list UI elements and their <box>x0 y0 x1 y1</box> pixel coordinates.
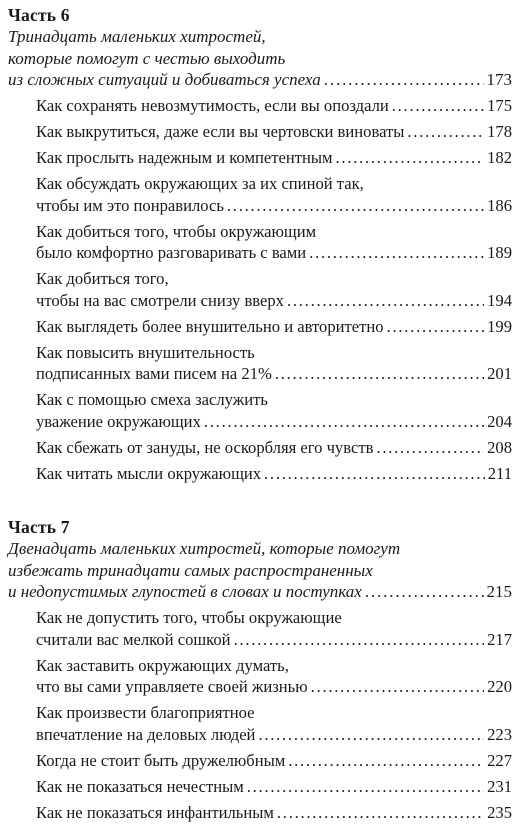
toc-entry-text: что вы сами управляете своей жизнью <box>36 677 308 696</box>
leader-dots <box>204 411 484 433</box>
toc-entry[interactable] <box>36 121 512 143</box>
toc-entry-text: Когда не стоит быть дружелюбным <box>36 750 286 770</box>
toc-entry[interactable] <box>36 655 512 698</box>
toc-entry[interactable] <box>36 776 512 798</box>
part-title-line: которые помогут с честью выходить <box>8 48 286 68</box>
toc-entry[interactable] <box>36 173 512 216</box>
toc-entry-list <box>8 607 512 823</box>
page-number: 173 <box>486 70 512 89</box>
toc-entry-last-line <box>36 147 512 169</box>
toc-entry-last-line <box>36 629 512 651</box>
toc-entry-last-line <box>36 316 512 338</box>
toc-entry-last-line <box>36 676 512 698</box>
toc-entry-text: Как выкрутиться, даже если вы чертовски виноваты <box>36 122 405 141</box>
toc-entry-last-line <box>36 290 512 312</box>
toc-entry-last-line <box>36 242 512 264</box>
page-number: 220 <box>487 677 512 696</box>
toc-part-6 <box>8 4 512 484</box>
page-number: 217 <box>487 629 512 649</box>
leader-dots <box>407 121 484 143</box>
toc-entry-line: Как заставить окружающих думать, <box>36 655 289 675</box>
part-title-last-line <box>8 581 512 603</box>
toc-entry-line: Как с помощью смеха заслужить <box>36 390 268 409</box>
leader-dots <box>227 195 484 217</box>
toc-entry-line: Как обсуждать окружающих за их спиной так, <box>36 174 364 193</box>
leader-dots <box>258 724 484 746</box>
toc-entry-last-line <box>36 750 512 772</box>
leader-dots <box>324 69 484 91</box>
part-heading: Часть 6 <box>8 5 70 25</box>
page-number: 189 <box>487 243 512 262</box>
leader-dots <box>392 95 484 117</box>
page-number: 186 <box>487 195 512 215</box>
toc-part-7 <box>8 516 512 823</box>
toc-entry-line: Как повысить внушительность <box>36 342 255 362</box>
toc-entry[interactable] <box>36 702 512 745</box>
page-number: 211 <box>487 463 512 483</box>
page-number: 201 <box>487 364 512 383</box>
leader-dots <box>387 316 485 338</box>
toc-entry[interactable] <box>36 463 512 485</box>
toc-entry[interactable] <box>36 389 512 432</box>
toc-entry-text: чтобы на вас смотрели снизу вверх <box>36 290 284 310</box>
toc-entry-text: считали вас мелкой сошкой <box>36 629 231 649</box>
part-title <box>8 26 512 91</box>
part-title-line: избежать тринадцати самых распространенных <box>8 560 373 580</box>
part-title-line: Тринадцать маленьких хитростей, <box>8 27 266 46</box>
toc-entry-line: Как добиться того, чтобы окружающим <box>36 221 317 241</box>
part-title-last-line <box>8 69 512 91</box>
page-number: 182 <box>487 148 512 167</box>
page-number: 208 <box>487 437 512 457</box>
toc-entry-line: Как произвести благоприятное <box>36 703 255 722</box>
part-title <box>8 538 512 603</box>
toc-entry-text: подписанных вами писем на 21% <box>36 364 272 383</box>
page-number: 227 <box>487 750 512 770</box>
toc-entry[interactable] <box>36 750 512 772</box>
toc-entry[interactable] <box>36 342 512 385</box>
leader-dots <box>311 676 484 698</box>
page-number: 199 <box>487 316 512 336</box>
part-title-text: и недопустимых глупостей в словах и поступках <box>8 582 362 601</box>
toc-entry-text: впечатление на деловых людей <box>36 724 256 744</box>
toc-entry-text: Как читать мысли окружающих <box>36 463 262 483</box>
toc-entry[interactable] <box>36 802 512 824</box>
toc-entry-last-line <box>36 776 512 798</box>
page-number: 178 <box>487 122 512 141</box>
toc-entry-list <box>8 95 512 484</box>
toc-entry-last-line <box>36 437 512 459</box>
leader-dots <box>277 802 484 824</box>
leader-dots <box>234 629 485 651</box>
toc-entry-last-line <box>36 802 512 824</box>
part-title-line: Двенадцать маленьких хитростей, которые помогут <box>8 539 401 558</box>
leader-dots <box>336 147 485 169</box>
leader-dots <box>247 776 484 798</box>
leader-dots <box>376 437 484 459</box>
part-title-text: из сложных ситуаций и добиваться успеха <box>8 70 321 89</box>
toc-entry-text: Как сбежать от зануды, не оскорбляя его чувств <box>36 437 374 457</box>
toc-entry[interactable] <box>36 607 512 650</box>
toc-entry-text: Как не показаться нечестным <box>36 776 244 796</box>
leader-dots <box>287 290 484 312</box>
toc-entry-last-line <box>36 724 512 746</box>
toc-entry-text: Как прослыть надежным и компетентным <box>36 148 333 167</box>
leader-dots <box>275 363 484 385</box>
toc-entry-line: Как не допустить того, чтобы окружающие <box>36 608 342 627</box>
toc-entry[interactable] <box>36 316 512 338</box>
page-number: 194 <box>487 290 512 310</box>
toc-entry-text: было комфортно разговаривать с вами <box>36 243 307 262</box>
toc-entry[interactable] <box>36 437 512 459</box>
leader-dots <box>288 750 484 772</box>
toc-entry-text: Как сохранять невозмутимость, если вы опоздали <box>36 96 389 115</box>
toc-entry[interactable] <box>36 147 512 169</box>
leader-dots <box>264 463 485 485</box>
page-number: 235 <box>487 802 512 822</box>
toc-entry-line: Как добиться того, <box>36 269 169 288</box>
toc-entry-text: Как не показаться инфантильным <box>36 802 274 822</box>
toc-entry-last-line <box>36 121 512 143</box>
toc-entry-text: Как выглядеть более внушительно и авторитетно <box>36 316 384 336</box>
toc-entry-last-line <box>36 95 512 117</box>
leader-dots <box>309 242 484 264</box>
toc-entry-last-line <box>36 463 512 485</box>
toc-entry[interactable] <box>36 268 512 311</box>
toc-entry[interactable] <box>36 221 512 264</box>
part-heading: Часть 7 <box>8 517 70 537</box>
page-number: 204 <box>487 411 512 431</box>
page-number: 175 <box>487 96 512 115</box>
toc-entry-text: чтобы им это понравилось <box>36 195 224 215</box>
toc-entry-text: уважение окружающих <box>36 411 201 431</box>
leader-dots <box>365 581 484 603</box>
toc-entry-last-line <box>36 195 512 217</box>
page-number: 223 <box>487 724 512 744</box>
toc-entry-last-line <box>36 411 512 433</box>
toc-entry[interactable] <box>36 95 512 117</box>
toc-entry-last-line <box>36 363 512 385</box>
page-number: 215 <box>486 582 512 601</box>
page-number: 231 <box>487 776 512 796</box>
